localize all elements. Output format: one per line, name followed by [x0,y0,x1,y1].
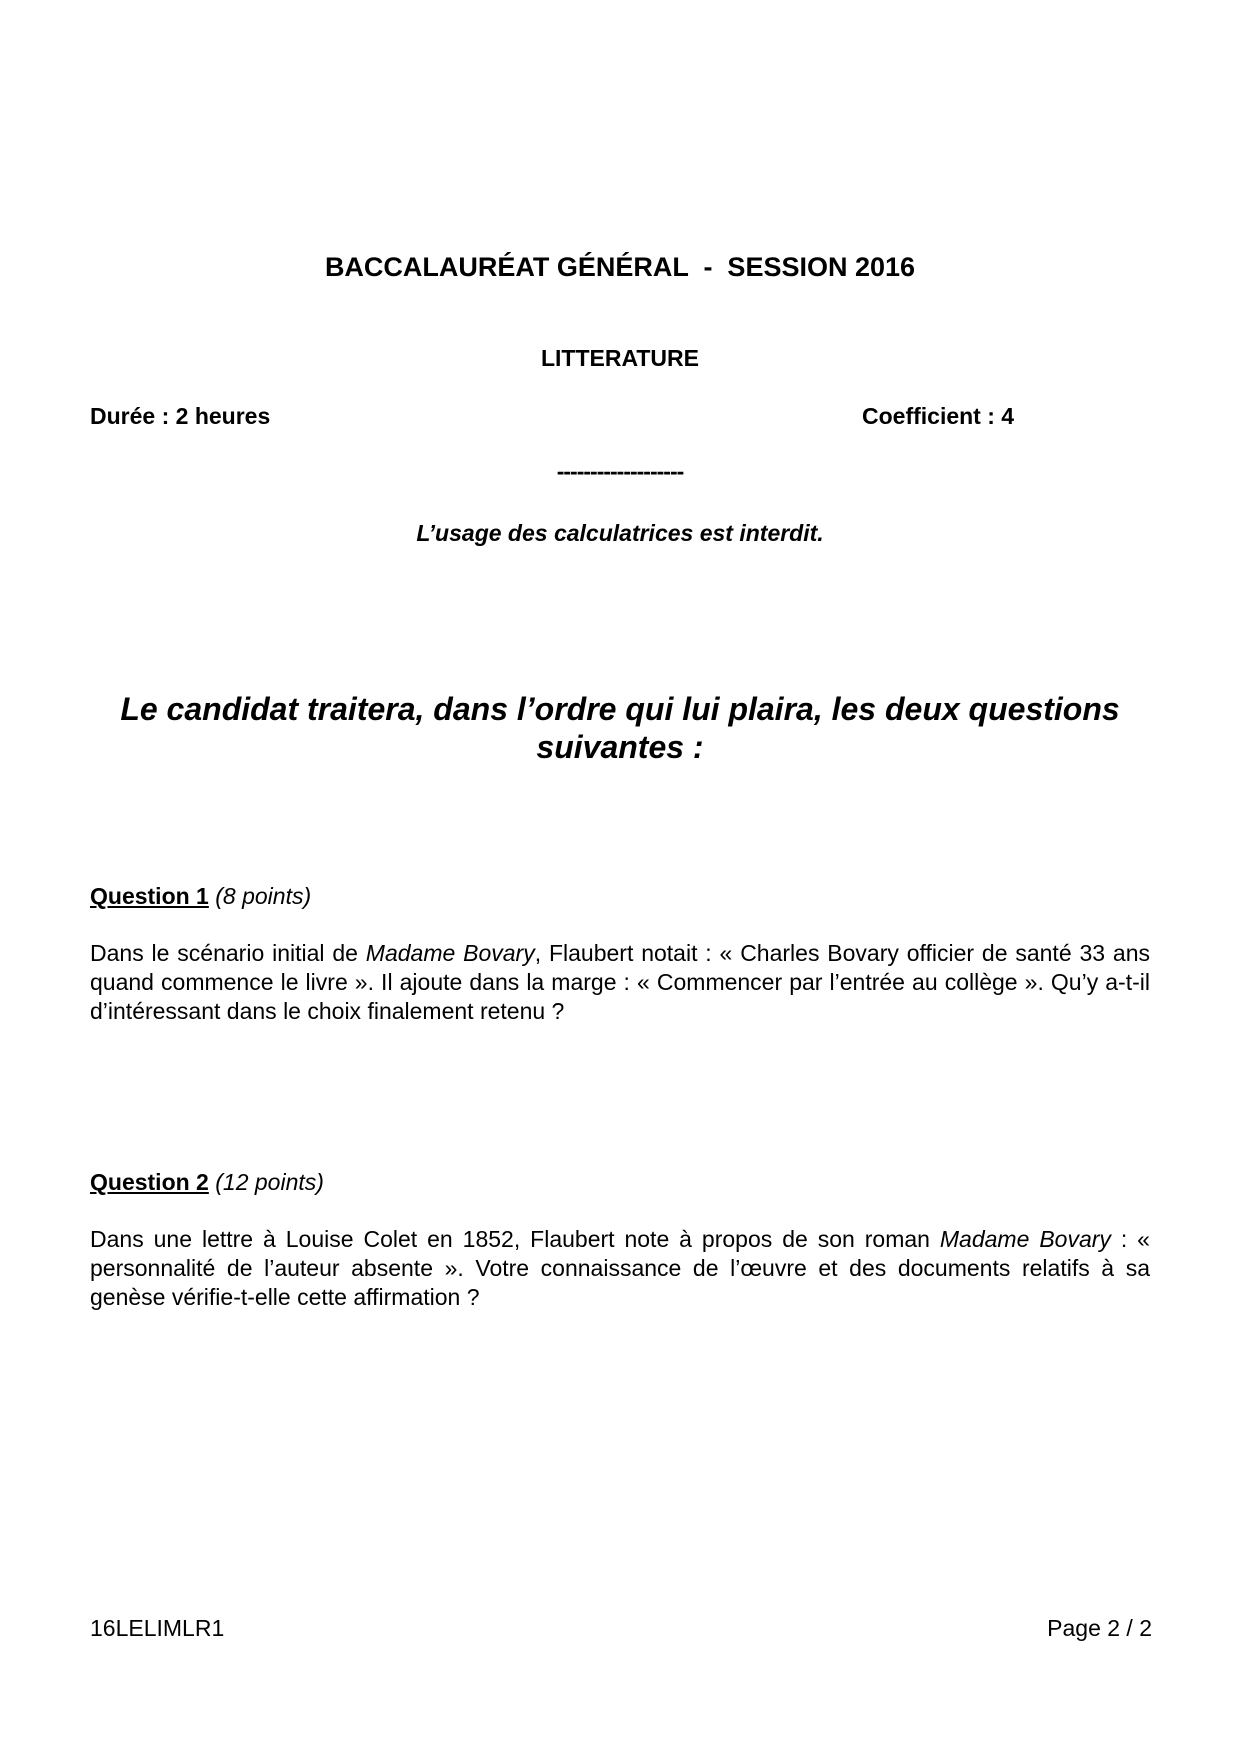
question-1-points: (8 points) [215,883,312,909]
calculator-notice: L’usage des calculatrices est interdit. [416,520,824,546]
footer-exam-code: 16LELIMLR1 [90,1615,225,1641]
question-1-heading [90,883,311,910]
exam-duration: Durée : 2 heures [90,403,271,429]
candidate-instruction: Le candidat traitera, dans l’ordre qui lui plaira, les deux questions suivantes : [120,691,1120,765]
question-1-label: Question 1 [90,883,209,909]
footer-page-number: Page 2 / 2 [1047,1615,1152,1641]
exam-title: BACCALAURÉAT GÉNÉRAL - SESSION 2016 [324,252,916,282]
question-2-points: (12 points) [215,1169,324,1195]
question-1-text [90,939,1150,1026]
question-2-label: Question 2 [90,1169,209,1195]
exam-coefficient: Coefficient : 4 [862,403,1015,429]
exam-subject: LITTERATURE [540,345,699,371]
question-2-text-part2: : « personnalité de l’auteur absente ». Votre connaissance de l’œuvre et des documents relatifs à sa genèse vérifie-t-elle cette affirmation ? [90,1226,1150,1310]
question-2-heading [90,1169,324,1196]
question-2-text [90,1225,1150,1312]
question-2-text-part1: Dans une lettre à Louise Colet en 1852, Flaubert note à propos de son roman [90,1226,940,1252]
question-2-book-title: Madame Bovary [939,1226,1111,1252]
question-1-text-part2: , Flaubert notait : « Charles Bovary officier de santé 33 ans quand commence le livre ». Il ajoute dans la marge : « Commencer par l’entrée au collège ». Qu’y a-t-il d’intéressant dans le choix finalement retenu ? [90,940,1150,1024]
header-separator: ------------------- [556,458,684,484]
question-1-book-title: Madame Bovary [365,940,535,966]
question-1-text-part1: Dans le scénario initial de [90,940,366,966]
